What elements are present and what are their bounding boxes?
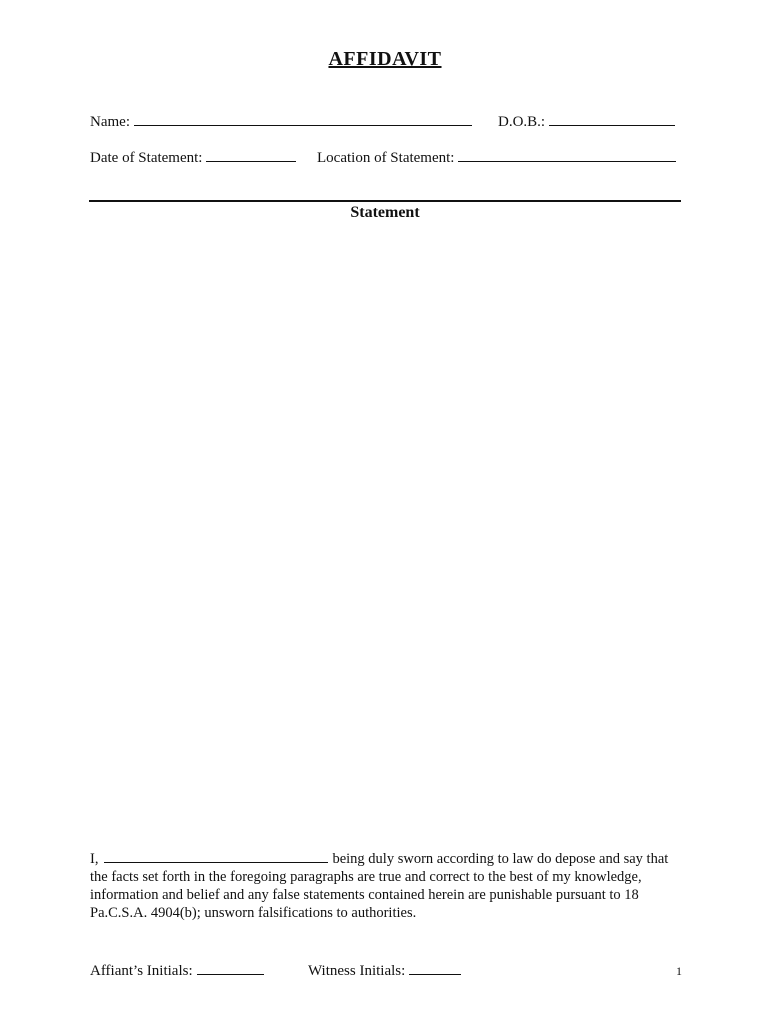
oath-prefix: I, <box>90 851 99 867</box>
oath-text: being duly sworn according to law do depose and say that the facts set forth in the foregoing paragraphs are true and correct to the best of my knowledge, information and belief and any false statements contained herein are punishable pursuant to 18 Pa.C.S.A. 4904(b); unsworn falsifications to authorities. <box>90 851 669 921</box>
affiant-initials-label: Affiant’s Initials: <box>90 963 193 979</box>
dob-field[interactable] <box>498 112 675 131</box>
page-number: 1 <box>676 964 682 978</box>
name-field[interactable] <box>90 112 472 131</box>
affiant-name-blank[interactable] <box>104 850 328 863</box>
witness-initials-field[interactable] <box>308 961 461 980</box>
affiant-initials-blank[interactable] <box>197 961 264 975</box>
dob-blank[interactable] <box>549 112 675 126</box>
name-blank[interactable] <box>134 112 472 126</box>
location-of-statement-field[interactable] <box>317 148 676 167</box>
oath-paragraph <box>90 850 680 922</box>
witness-initials-blank[interactable] <box>409 961 461 975</box>
affiant-initials-field[interactable] <box>90 961 264 980</box>
location-of-statement-blank[interactable] <box>458 148 676 162</box>
date-of-statement-blank[interactable] <box>206 148 296 162</box>
date-of-statement-label: Date of Statement: <box>90 150 203 166</box>
statement-text-area[interactable] <box>89 232 681 832</box>
location-of-statement-label: Location of Statement: <box>317 150 455 166</box>
witness-initials-label: Witness Initials: <box>308 963 406 979</box>
document-title: AFFIDAVIT <box>328 48 442 70</box>
dob-label: D.O.B.: <box>498 114 546 130</box>
statement-heading: Statement <box>350 204 420 221</box>
name-label: Name: <box>90 114 130 130</box>
section-divider <box>89 200 681 202</box>
date-of-statement-field[interactable] <box>90 148 296 167</box>
